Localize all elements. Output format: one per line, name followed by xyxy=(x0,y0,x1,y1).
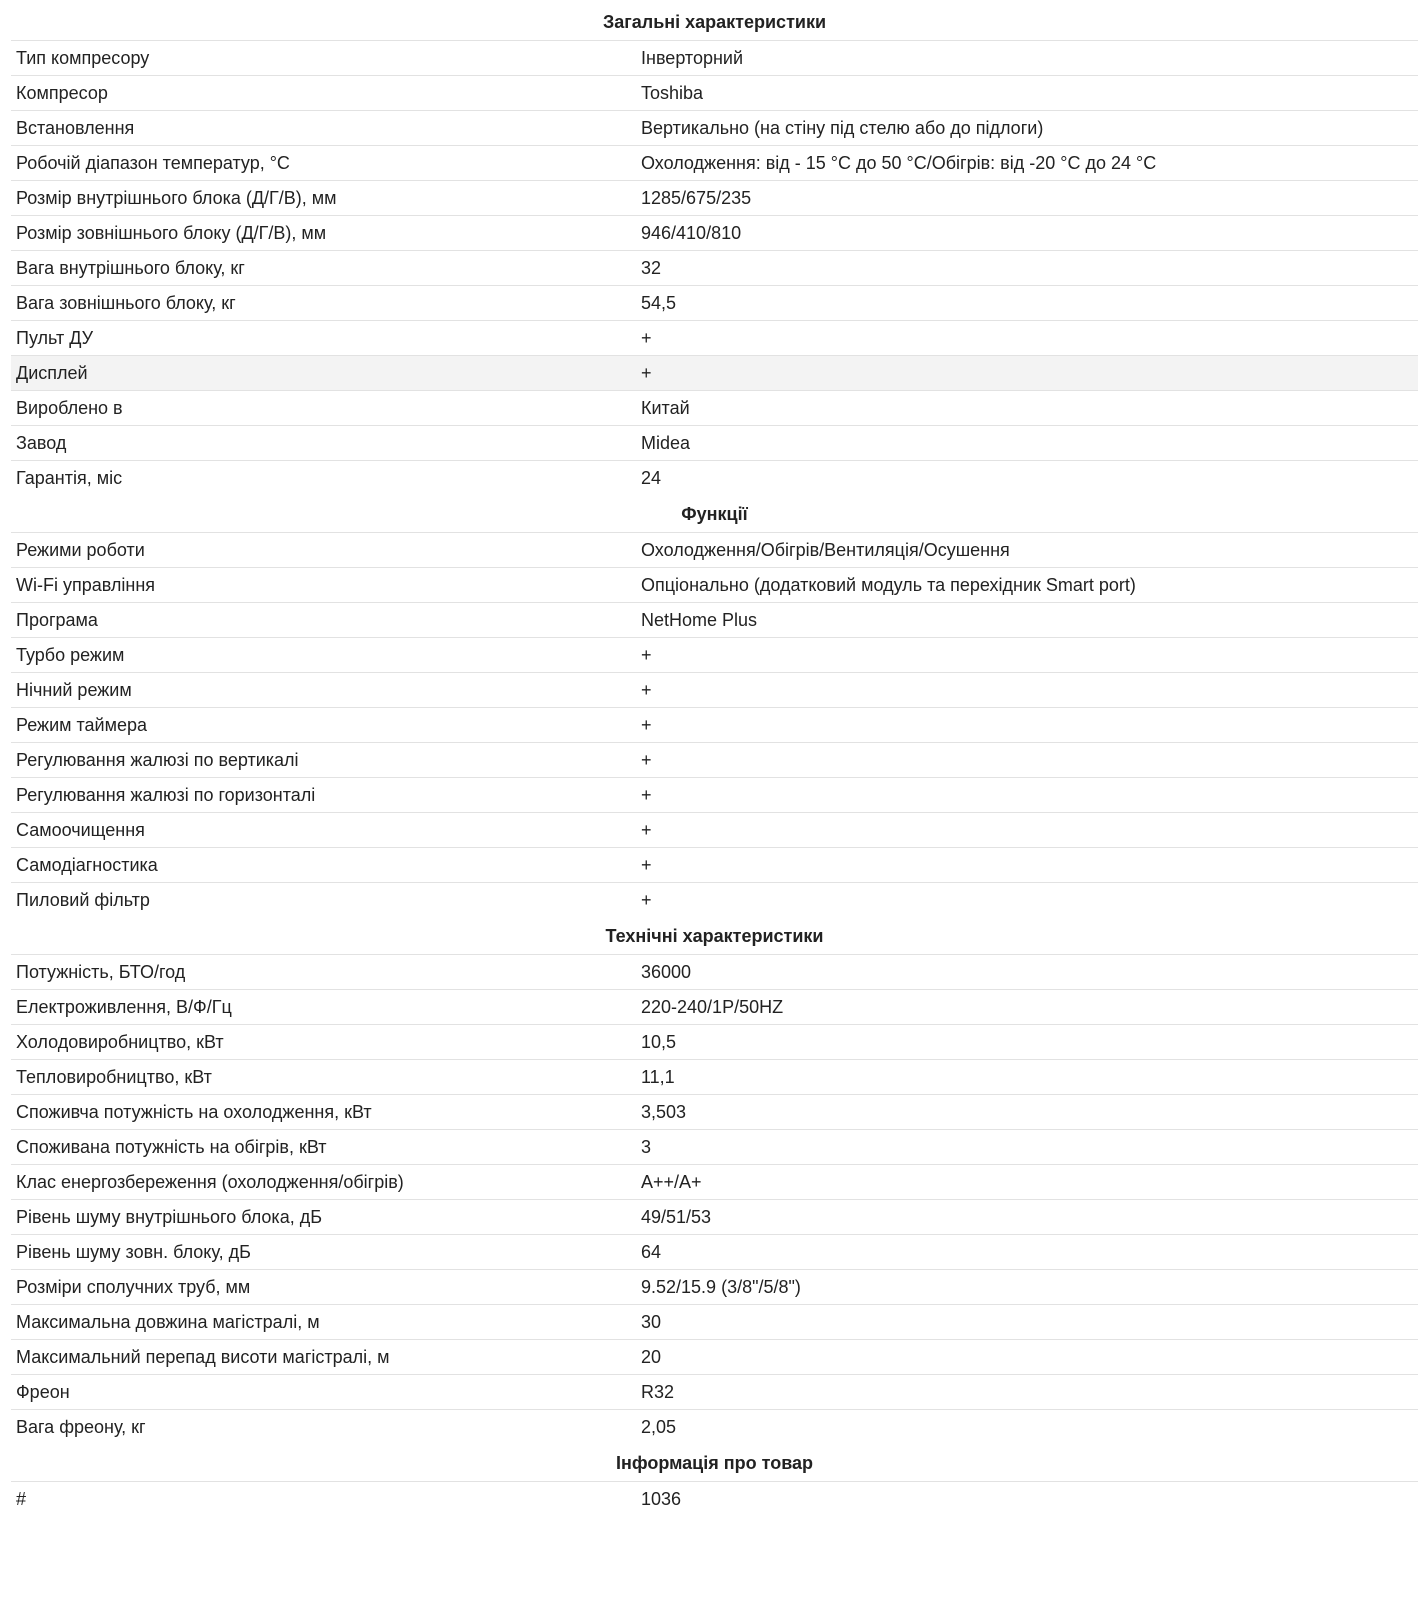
spec-value: Китай xyxy=(641,397,690,418)
spec-label: # xyxy=(16,1489,27,1509)
spec-label: Розміри сполучних труб, мм xyxy=(16,1276,251,1297)
spec-row xyxy=(11,883,1418,918)
section-functions xyxy=(11,496,1418,918)
spec-label: Вироблено в xyxy=(16,397,123,418)
spec-label: Нічний режим xyxy=(16,679,132,700)
spec-row xyxy=(11,1482,1418,1517)
spec-value: 220-240/1P/50HZ xyxy=(641,996,784,1017)
spec-label: Wi-Fi управління xyxy=(16,574,156,595)
specifications-table xyxy=(11,0,1418,1517)
spec-value: Інверторний xyxy=(641,47,744,68)
spec-row-hovered xyxy=(11,356,1418,391)
spec-row xyxy=(11,461,1418,496)
spec-value: 10,5 xyxy=(641,1031,677,1052)
spec-row xyxy=(11,1130,1418,1165)
spec-label: Рівень шуму зовн. блоку, дБ xyxy=(16,1241,251,1262)
section-title: Функції xyxy=(11,496,1418,533)
spec-row xyxy=(11,1270,1418,1305)
spec-label: Програма xyxy=(16,609,98,630)
spec-row xyxy=(11,708,1418,743)
spec-value: + xyxy=(641,854,652,875)
spec-label: Регулювання жалюзі по горизонталі xyxy=(16,784,316,805)
spec-label: Тип компресору xyxy=(16,47,150,68)
spec-label: Вага внутрішнього блоку, кг xyxy=(16,257,245,278)
spec-value: Midea xyxy=(641,432,691,453)
spec-value: + xyxy=(641,644,652,665)
spec-value: 11,1 xyxy=(641,1066,675,1087)
section-general xyxy=(11,4,1418,496)
spec-value: + xyxy=(641,784,652,805)
spec-row xyxy=(11,673,1418,708)
spec-label: Режим таймера xyxy=(16,714,148,735)
spec-value: R32 xyxy=(641,1381,675,1402)
spec-label: Розмір зовнішнього блоку (Д/Г/В), мм xyxy=(16,222,327,243)
section-title: Інформація про товар xyxy=(11,1445,1418,1482)
spec-row xyxy=(11,1235,1418,1270)
spec-value: + xyxy=(641,362,652,383)
spec-value: + xyxy=(641,749,652,770)
spec-label: Робочій діапазон температур, °C xyxy=(16,152,290,173)
spec-label: Регулювання жалюзі по вертикалі xyxy=(16,749,299,770)
spec-value: + xyxy=(641,890,652,910)
spec-row xyxy=(11,603,1418,638)
spec-value: 32 xyxy=(641,257,662,278)
spec-label: Споживча потужність на охолодження, кВт xyxy=(16,1101,372,1122)
spec-value: 64 xyxy=(641,1241,662,1262)
spec-label: Максимальний перепад висоти магістралі, м xyxy=(16,1346,390,1367)
spec-value: + xyxy=(641,714,652,735)
spec-row xyxy=(11,1200,1418,1235)
spec-row xyxy=(11,41,1418,76)
spec-value: Вертикально (на стіну під стелю або до підлоги) xyxy=(641,117,1044,138)
spec-value: 3,503 xyxy=(641,1101,687,1122)
spec-row xyxy=(11,848,1418,883)
spec-row xyxy=(11,1305,1418,1340)
spec-label: Вага фреону, кг xyxy=(16,1417,146,1437)
spec-row xyxy=(11,391,1418,426)
spec-label: Пульт ДУ xyxy=(16,327,94,348)
spec-value: 946/410/810 xyxy=(641,222,742,243)
spec-label: Завод xyxy=(16,432,67,453)
spec-row xyxy=(11,426,1418,461)
spec-label: Споживана потужність на обігрів, кВт xyxy=(16,1136,327,1157)
spec-label: Вага зовнішнього блоку, кг xyxy=(16,292,236,313)
spec-row xyxy=(11,990,1418,1025)
spec-label: Турбо режим xyxy=(16,644,125,665)
spec-row xyxy=(11,813,1418,848)
spec-row xyxy=(11,1410,1418,1445)
section-title: Технічні характеристики xyxy=(11,918,1418,955)
section-product-info xyxy=(11,1445,1418,1517)
spec-row xyxy=(11,533,1418,568)
spec-value: + xyxy=(641,819,652,840)
spec-row xyxy=(11,321,1418,356)
spec-row xyxy=(11,1095,1418,1130)
spec-value: A++/A+ xyxy=(641,1171,702,1192)
spec-value: 3 xyxy=(641,1136,652,1157)
spec-value: 2,05 xyxy=(641,1417,677,1437)
spec-value: Охолодження/Обігрів/Вентиляція/Осушення xyxy=(641,539,1010,560)
section-title: Загальні характеристики xyxy=(11,4,1418,41)
spec-row xyxy=(11,568,1418,603)
spec-label: Клас енергозбереження (охолодження/обігрів) xyxy=(16,1171,404,1192)
spec-label: Холодовиробництво, кВт xyxy=(16,1031,224,1052)
spec-value: NetHome Plus xyxy=(641,609,758,630)
spec-row xyxy=(11,638,1418,673)
spec-row xyxy=(11,181,1418,216)
spec-row xyxy=(11,286,1418,321)
spec-row xyxy=(11,251,1418,286)
spec-value: 54,5 xyxy=(641,292,677,313)
spec-row xyxy=(11,1375,1418,1410)
spec-row xyxy=(11,216,1418,251)
spec-row xyxy=(11,111,1418,146)
spec-label: Фреон xyxy=(16,1381,70,1402)
spec-row xyxy=(11,1165,1418,1200)
spec-row xyxy=(11,778,1418,813)
spec-value: 1285/675/235 xyxy=(641,187,752,208)
spec-label: Розмір внутрішнього блока (Д/Г/В), мм xyxy=(16,187,337,208)
section-technical xyxy=(11,918,1418,1445)
spec-row xyxy=(11,1340,1418,1375)
spec-row xyxy=(11,955,1418,990)
spec-value: 49/51/53 xyxy=(641,1206,712,1227)
spec-row xyxy=(11,76,1418,111)
spec-label: Дисплей xyxy=(16,362,88,383)
spec-value: Охолодження: від - 15 °C до 50 °C/Обігрів: від -20 °C до 24 °C xyxy=(641,152,1157,173)
spec-value: 9.52/15.9 (3/8"/5/8") xyxy=(641,1276,801,1297)
spec-value: + xyxy=(641,679,652,700)
spec-row xyxy=(11,743,1418,778)
spec-value: 20 xyxy=(641,1346,662,1367)
spec-value: Toshiba xyxy=(641,82,704,103)
spec-value: Опціонально (додатковий модуль та перехідник Smart port) xyxy=(641,574,1136,595)
spec-row xyxy=(11,146,1418,181)
spec-label: Самоочищення xyxy=(16,819,145,840)
spec-label: Рівень шуму внутрішнього блока, дБ xyxy=(16,1206,323,1227)
spec-value: + xyxy=(641,327,652,348)
spec-label: Електроживлення, В/Ф/Гц xyxy=(16,996,232,1017)
spec-value: 36000 xyxy=(641,961,692,982)
spec-label: Встановлення xyxy=(16,117,135,138)
spec-label: Тепловиробництво, кВт xyxy=(16,1066,212,1087)
spec-label: Режими роботи xyxy=(16,539,145,560)
spec-label: Самодіагностика xyxy=(16,854,158,875)
spec-value: 1036 xyxy=(641,1489,682,1509)
spec-label: Компресор xyxy=(16,82,108,103)
spec-label: Максимальна довжина магістралі, м xyxy=(16,1311,320,1332)
spec-value: 30 xyxy=(641,1311,662,1332)
spec-label: Пиловий фільтр xyxy=(16,890,150,910)
spec-value: 24 xyxy=(641,468,662,488)
spec-row xyxy=(11,1060,1418,1095)
spec-label: Потужність, БТО/год xyxy=(16,961,186,982)
spec-row xyxy=(11,1025,1418,1060)
spec-label: Гарантія, міс xyxy=(16,468,123,488)
